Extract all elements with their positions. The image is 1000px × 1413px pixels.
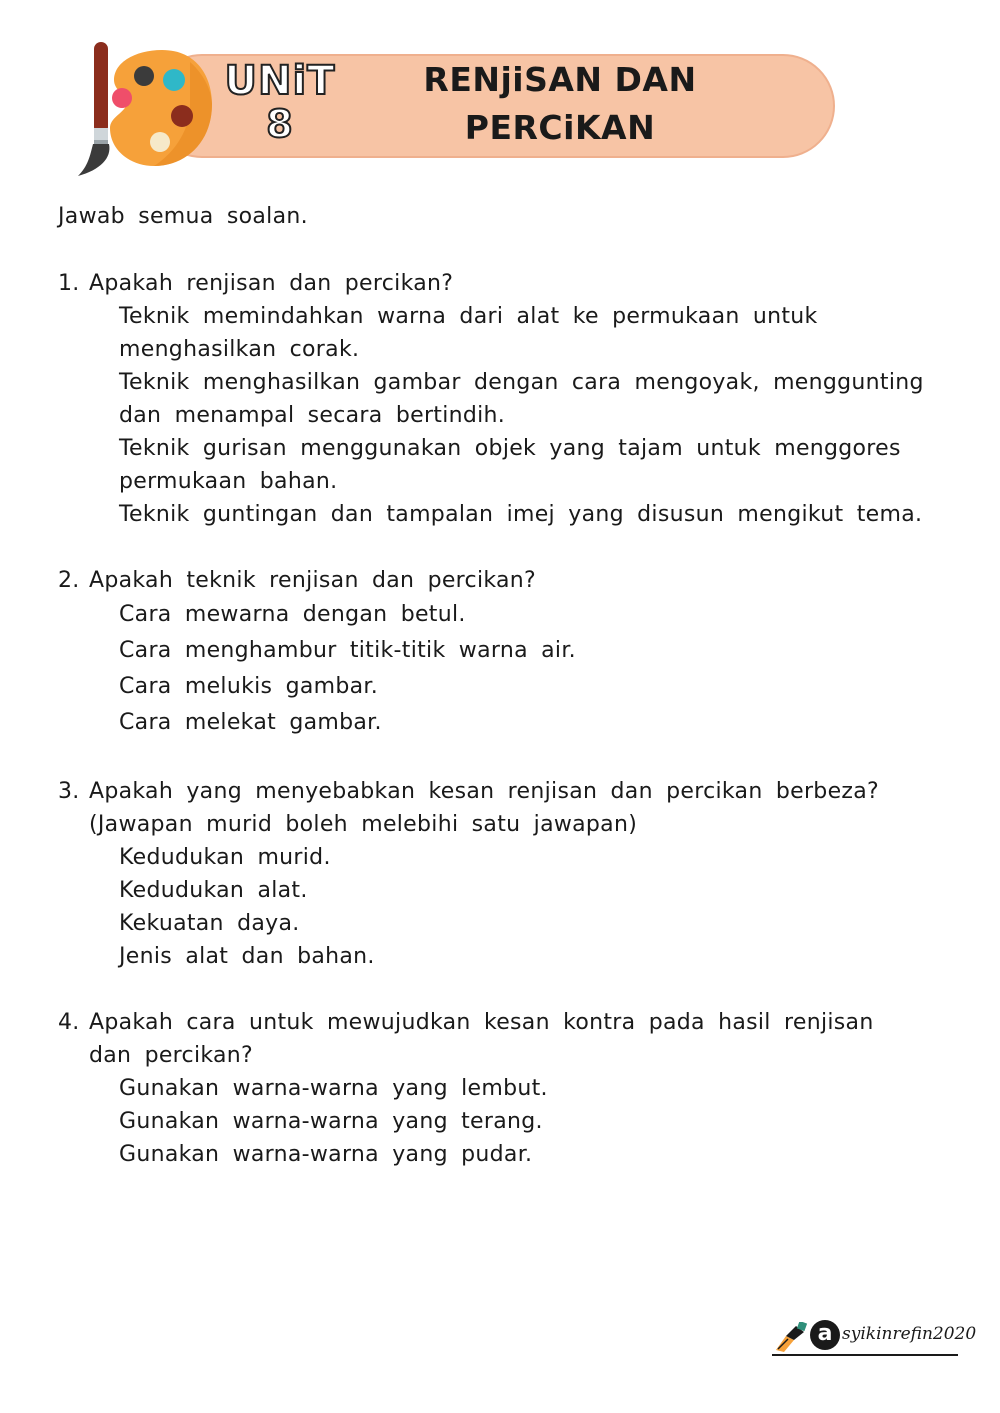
answer-option[interactable]: Cara mewarna dengan betul. xyxy=(119,602,466,627)
instruction-text: Jawab semua soalan. xyxy=(58,204,308,229)
answer-option[interactable]: Gunakan warna-warna yang pudar. xyxy=(119,1142,533,1167)
answer-option[interactable]: Jenis alat dan bahan. xyxy=(119,944,375,969)
answer-options xyxy=(58,1072,918,1171)
question-text: Apakah renjisan dan percikan? xyxy=(89,271,454,296)
question-2 xyxy=(58,564,958,741)
answer-option[interactable]: Kekuatan daya. xyxy=(119,911,300,936)
answer-option[interactable]: Kedudukan alat. xyxy=(119,878,308,903)
question-text: Apakah yang menyebabkan kesan renjisan dan percikan berbeza? xyxy=(89,779,880,804)
unit-label xyxy=(205,58,355,144)
answer-option[interactable]: Gunakan warna-warna yang terang. xyxy=(119,1109,543,1134)
pen-nib-icon xyxy=(772,1322,808,1352)
answer-options xyxy=(58,597,958,741)
answer-option[interactable]: Cara melekat gambar. xyxy=(119,710,382,735)
question-note: (Jawapan murid boleh melebihi satu jawapan) xyxy=(89,812,638,837)
paint-palette-icon xyxy=(70,38,220,178)
answer-options xyxy=(58,300,958,531)
author-logo xyxy=(772,1316,977,1362)
title-line-2: PERCiKAN xyxy=(464,108,656,147)
answer-option[interactable]: Teknik memindahkan warna dari alat ke permukaan untuk menghasilkan corak. xyxy=(119,304,818,362)
question-number: 1. xyxy=(58,271,80,296)
unit-number: 8 xyxy=(266,102,294,146)
question-1 xyxy=(58,267,958,531)
answer-option[interactable]: Teknik menghasilkan gambar dengan cara mengoyak, menggunting dan menampal secara bertindih. xyxy=(119,370,924,428)
answer-option[interactable]: Gunakan warna-warna yang lembut. xyxy=(119,1076,548,1101)
answer-option[interactable]: Cara menghambur titik-titik warna air. xyxy=(119,638,576,663)
question-number: 2. xyxy=(58,568,80,593)
question-4 xyxy=(58,1006,918,1171)
answer-options xyxy=(58,841,958,973)
logo-text: syikinrefin2020 xyxy=(842,1324,977,1344)
question-3 xyxy=(58,775,958,973)
question-text: Apakah cara untuk mewujudkan kesan kontra pada hasil renjisan dan percikan? xyxy=(89,1010,874,1068)
answer-option[interactable]: Teknik guntingan dan tampalan imej yang disusun mengikut tema. xyxy=(119,502,923,527)
answer-option[interactable]: Teknik gurisan menggunakan objek yang tajam untuk menggores permukaan bahan. xyxy=(119,436,901,494)
answer-option[interactable]: Cara melukis gambar. xyxy=(119,674,379,699)
answer-option[interactable]: Kedudukan murid. xyxy=(119,845,331,870)
unit-word: UNiT xyxy=(224,58,336,104)
logo-letter: a xyxy=(810,1320,840,1350)
title-line-1: RENjiSAN DAN xyxy=(423,60,697,99)
page-title xyxy=(400,56,720,152)
question-number: 4. xyxy=(58,1010,80,1035)
question-text: Apakah teknik renjisan dan percikan? xyxy=(89,568,537,593)
logo-underline xyxy=(772,1354,958,1356)
question-number: 3. xyxy=(58,779,80,804)
